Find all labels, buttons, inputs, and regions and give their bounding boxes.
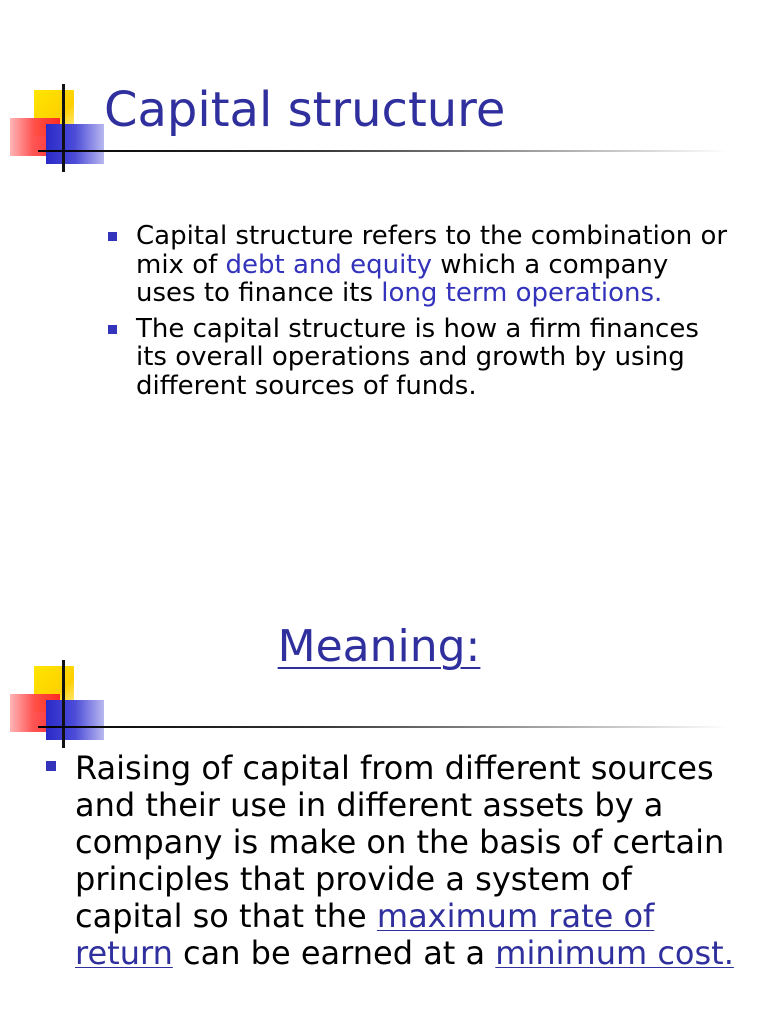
bullet-text: The capital structure is how a firm finances its overall operations and growth by using different sources of funds. <box>136 313 699 401</box>
slide-title: Meaning: <box>277 621 481 672</box>
title-rule <box>38 726 728 728</box>
title-rule <box>38 150 728 152</box>
highlight-debt-equity: debt and equity <box>225 249 432 280</box>
vertical-line <box>62 660 65 748</box>
list-item <box>46 750 746 972</box>
vertical-line <box>62 84 65 172</box>
bullet-list <box>108 222 728 407</box>
corner-logo-icon <box>10 84 110 174</box>
square-bullet-icon <box>108 325 117 334</box>
minimum-cost-link[interactable]: minimum cost. <box>495 934 734 972</box>
bullet-text: Raising of capital from different sources and their use in different assets by a company is make on the basis of certain principles that provide a system of capital so that the maximum rate of return can be earned at a minimum cost. <box>75 749 734 972</box>
blue-square-icon <box>46 700 104 740</box>
maximum-rate-link[interactable]: maximum rate of return <box>75 897 655 972</box>
list-item <box>108 315 728 401</box>
bullet-text: Capital structure refers to the combination or mix of debt and equity which a company uses to finance its long term operations. <box>136 221 728 308</box>
slide-meaning <box>0 512 768 1024</box>
list-item <box>108 222 728 308</box>
slide-title: Capital structure <box>104 82 506 138</box>
highlight-long-term-operations: long term operations. <box>381 278 663 308</box>
blue-square-icon <box>46 124 104 164</box>
square-bullet-icon <box>108 232 117 241</box>
corner-logo-icon <box>10 660 110 750</box>
square-bullet-icon <box>46 761 56 771</box>
bullet-list <box>46 750 746 972</box>
